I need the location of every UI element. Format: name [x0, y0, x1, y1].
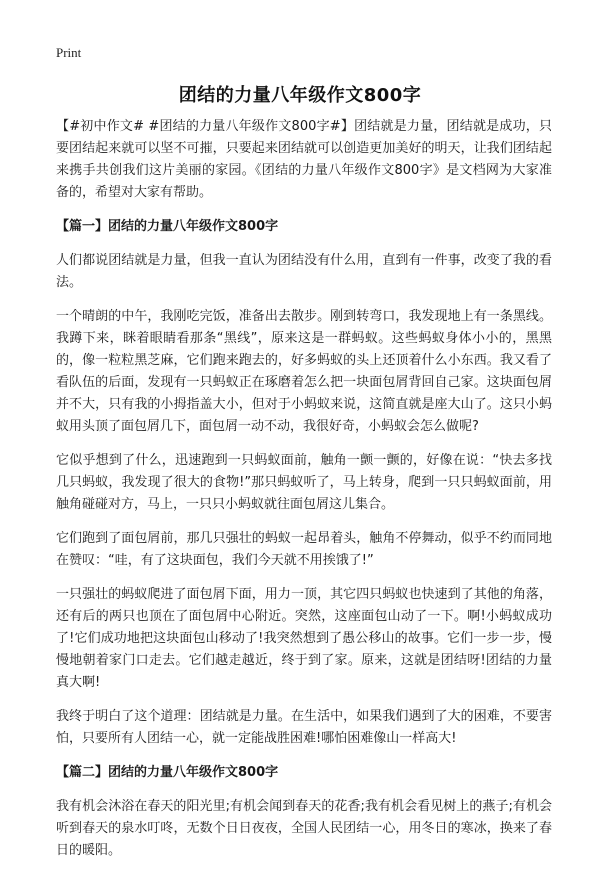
section-1-paragraph: 我终于明白了这个道理：团结就是力量。在生活中，如果我们遇到了大的困难，不要害怕，只要所有人团结一心，就一定能战胜困难!哪怕困难像山一样高大! [56, 709, 552, 746]
section-2-paragraph: 我有机会沐浴在春天的阳光里;有机会闻到春天的花香;我有机会看见树上的燕子;有机会听到春天的泉水叮咚，无数个日日夜夜，全国人民团结一心，用冬日的寒冰，换来了春日的暖阳。 [56, 799, 552, 858]
section-2-heading: 【篇二】团结的力量八年级作文800字 [56, 765, 279, 780]
intro-paragraph: 【#初中作文# #团结的力量八年级作文800字#】团结就是力量，团结就是成功，只要团结起来就可以坚不可摧，只要起来团结就可以创造更加美好的明天，让我们团结起来携手共创我们这片美丽的家园。《团结的力量八年级作文800字》是文档网为大家准备的，希望对大家有帮助。 [56, 119, 552, 200]
section-1-paragraph: 一个晴朗的中午，我刚吃完饭，准备出去散步。刚到转弯口，我发现地上有一条黑线。我蹲下来，眯着眼睛看那条“黑线”，原来这是一群蚂蚁。这些蚂蚁身体小小的，黑黑的，像一粒粒黑芝麻，它们跑来跑去的，好多蚂蚁的头上还顶着什么小东西。我又看了看队伍的后面，发现有一只蚂蚁正在琢磨着怎么把一块面包屑背回自己家。这块面包屑并不大，只有我的小拇指盖大小，但对于小蚂蚁来说，这简直就是座大山了。这只小蚂蚁用头顶了面包屑几下，面包屑一动不动，我很好奇，小蚂蚁会怎么做呢? [56, 309, 552, 434]
section-1-paragraph: 它似乎想到了什么，迅速跑到一只蚂蚁面前，触角一颤一颤的，好像在说：“快去多找几只蚂蚁，我发现了很大的食物!”那只蚂蚁听了，马上转身，爬到一只只蚂蚁面前，用触角碰碰对方，马上，一只只小蚂蚁就往面包屑这儿集合。 [56, 453, 552, 512]
section-1-paragraph: 它们跑到了面包屑前，那几只强壮的蚂蚁一起昂着头，触角不停舞动，似乎不约而同地在赞叹：“哇，有了这块面包，我们今天就不用挨饿了!” [56, 531, 552, 568]
article-body [56, 116, 552, 874]
print-link[interactable]: Print [56, 45, 82, 60]
document-title: 团结的力量八年级作文800字 [178, 85, 422, 106]
section-1-paragraph: 一只强壮的蚂蚁爬进了面包屑下面，用力一顶，其它四只蚂蚁也快速到了其他的角落，还有后的两只也顶在了面包屑中心附近。突然，这座面包山动了一下。啊!小蚂蚁成功了!它们成功地把这块面包山移动了!我突然想到了愚公移山的故事。它们一步一步，慢慢地朝着家门口走去。它们越走越近，终于到了家。原来，这就是团结呀!团结的力量真大啊! [56, 587, 552, 690]
section-1-paragraph: 人们都说团结就是力量，但我一直认为团结没有什么用，直到有一件事，改变了我的看法。 [56, 253, 552, 290]
section-1-heading: 【篇一】团结的力量八年级作文800字 [56, 219, 279, 234]
